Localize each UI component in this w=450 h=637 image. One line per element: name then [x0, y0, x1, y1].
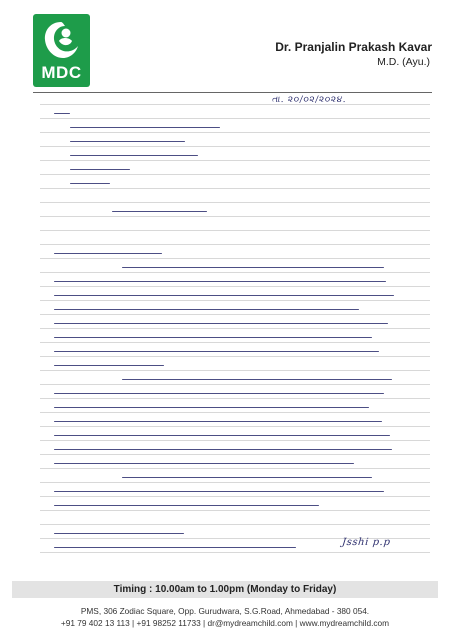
handwriting-stroke — [70, 183, 110, 184]
ruled-line — [40, 510, 430, 511]
handwriting-stroke — [122, 267, 384, 268]
handwriting-stroke — [70, 141, 185, 142]
ruled-line — [40, 230, 430, 231]
ruled-line — [40, 482, 430, 483]
letter-date: તા. ૨૦/૦૨/૨૦૨૪. — [271, 95, 347, 105]
handwriting-stroke — [54, 337, 372, 338]
handwriting-stroke — [54, 309, 359, 310]
ruled-line — [40, 160, 430, 161]
timing-bar: Timing : 10.00am to 1.00pm (Monday to Friday) — [12, 581, 438, 598]
handwriting-stroke — [54, 407, 369, 408]
ruled-line — [40, 328, 430, 329]
ruled-line — [40, 244, 430, 245]
doctor-name: Dr. Pranjalin Prakash Kavar — [275, 40, 432, 54]
mother-child-icon — [39, 19, 84, 63]
header-divider — [33, 92, 432, 93]
handwriting-stroke — [54, 323, 388, 324]
handwriting-stroke — [54, 421, 382, 422]
ruled-line — [40, 188, 430, 189]
handwriting-stroke — [54, 365, 164, 366]
handwriting-stroke — [112, 211, 207, 212]
handwriting-stroke — [54, 351, 379, 352]
ruled-line — [40, 118, 430, 119]
ruled-line — [40, 440, 430, 441]
handwriting-stroke — [70, 169, 130, 170]
ruled-line — [40, 370, 430, 371]
ruled-line — [40, 314, 430, 315]
ruled-line — [40, 174, 430, 175]
ruled-line — [40, 272, 430, 273]
handwriting-stroke — [54, 281, 386, 282]
ruled-line — [40, 384, 430, 385]
ruled-line — [40, 300, 430, 301]
handwriting-stroke — [54, 463, 354, 464]
handwriting-stroke — [54, 295, 394, 296]
clinic-logo — [33, 14, 90, 87]
ruled-line — [40, 216, 430, 217]
handwriting-stroke — [54, 435, 390, 436]
ruled-line — [40, 454, 430, 455]
ruled-letter-page — [40, 96, 430, 566]
ruled-line — [40, 552, 430, 553]
signature: Jsshi p.p — [341, 537, 392, 548]
ruled-line — [40, 342, 430, 343]
ruled-line — [40, 202, 430, 203]
ruled-line — [40, 426, 430, 427]
letterhead — [0, 0, 450, 95]
handwriting-stroke — [54, 393, 384, 394]
ruled-line — [40, 398, 430, 399]
logo-text: MDC — [41, 63, 82, 82]
ruled-line — [40, 356, 430, 357]
handwriting-stroke — [54, 253, 162, 254]
handwriting-stroke — [54, 533, 184, 534]
handwriting-stroke — [122, 379, 392, 380]
ruled-line — [40, 496, 430, 497]
ruled-line — [40, 146, 430, 147]
ruled-line — [40, 286, 430, 287]
ruled-line — [40, 524, 430, 525]
handwriting-stroke — [54, 505, 319, 506]
handwriting-stroke — [54, 491, 384, 492]
ruled-line — [40, 258, 430, 259]
handwriting-stroke — [54, 547, 296, 548]
handwriting-stroke — [54, 449, 392, 450]
ruled-line — [40, 468, 430, 469]
handwriting-stroke — [122, 477, 372, 478]
clinic-contact: +91 79 402 13 113 | +91 98252 11733 | dr@mydreamchild.com | www.mydreamchild.com — [60, 618, 390, 628]
handwriting-stroke — [54, 113, 70, 114]
handwriting-stroke — [70, 127, 220, 128]
ruled-line — [40, 412, 430, 413]
ruled-line — [40, 132, 430, 133]
doctor-degree: M.D. (Ayu.) — [377, 56, 430, 68]
handwriting-stroke — [70, 155, 198, 156]
ruled-line — [40, 104, 430, 105]
clinic-address: PMS, 306 Zodiac Square, Opp. Gurudwara, S.G.Road, Ahmedabad - 380 054. — [80, 606, 370, 616]
